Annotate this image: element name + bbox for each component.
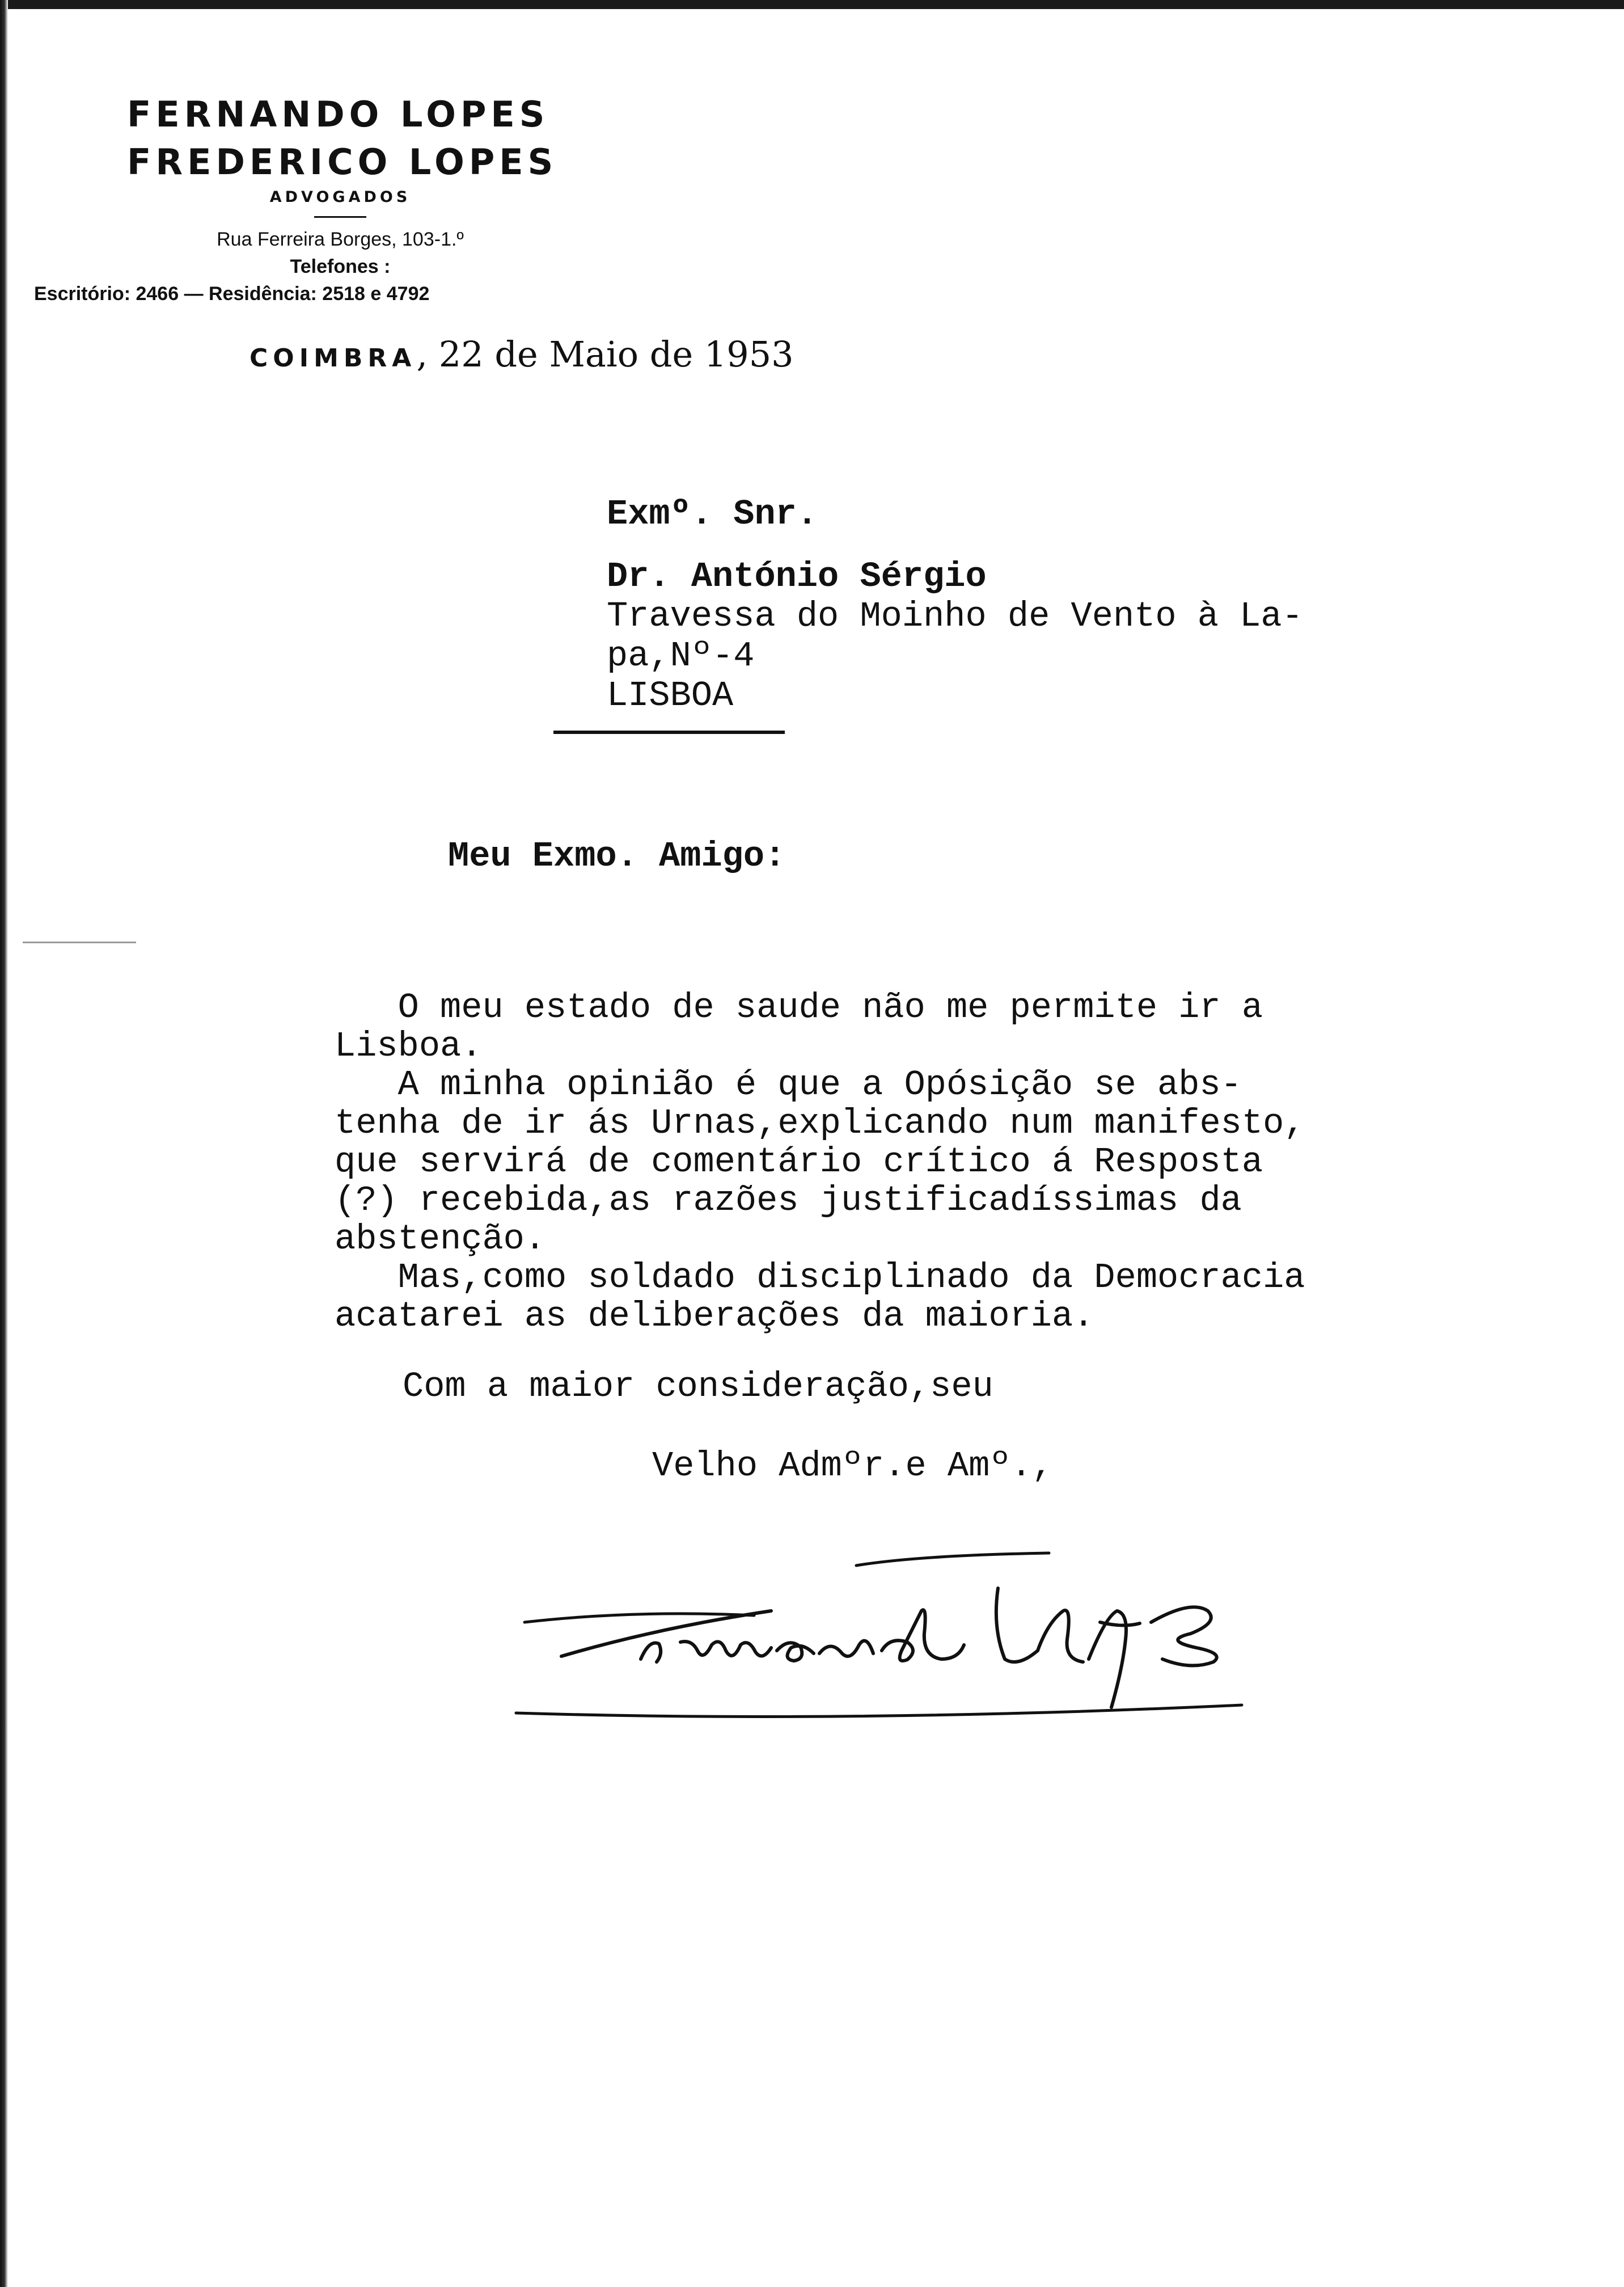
dateline-separator: ,: [416, 334, 439, 375]
addressee-name: Dr. António Sérgio: [607, 556, 987, 597]
dateline: [249, 334, 794, 375]
body-line: tenha de ir ás Urnas,explicando num manifesto,: [335, 1103, 1305, 1144]
body-line: A minha opinião é que a Opósição se abs-: [335, 1065, 1242, 1105]
letterhead-name-2: FREDERICO LOPES: [127, 141, 558, 183]
page-fold-mark: [23, 942, 136, 943]
letterhead-phones-label: Telefones :: [290, 256, 391, 277]
body-line: Lisboa.: [335, 1026, 483, 1066]
body-line: Mas,como soldado disciplinado da Democracia: [335, 1258, 1305, 1298]
addressee-street-2: pa,Nº-4: [607, 636, 755, 676]
addressee-underline: [553, 731, 785, 734]
page-top-edge: [0, 0, 1624, 9]
dateline-city: COIMBRA: [249, 344, 417, 373]
body-line: acatarei as deliberações da maioria.: [335, 1296, 1094, 1336]
body-line: que servirá de comentário crítico á Resposta: [335, 1142, 1263, 1182]
addressee-spacer: [607, 534, 1303, 557]
body-line: abstenção.: [335, 1219, 546, 1259]
closing-line: Com a maior consideração,seu: [403, 1366, 993, 1407]
letterhead-divider: [314, 216, 366, 218]
letterhead-phones: Escritório: 2466 — Residência: 2518 e 4792: [34, 283, 430, 305]
addressee-honorific: Exmº. Snr.: [607, 494, 818, 534]
page-left-edge: [0, 0, 8, 2287]
letter-body: [335, 950, 1305, 1374]
body-line: O meu estado de saude não me permite ir a: [335, 988, 1263, 1028]
body-line: (?) recebida,as razões justificadíssimas da: [335, 1180, 1242, 1221]
letterhead: [34, 91, 590, 307]
handwritten-signature-icon: [510, 1543, 1395, 1730]
salutation: Meu Exmo. Amigo:: [448, 836, 786, 876]
dateline-date: 22 de Maio de 1953: [438, 334, 794, 375]
addressee-block: [607, 495, 1303, 716]
addressee-street-1: Travessa do Moinho de Vento à La-: [607, 596, 1303, 636]
letterhead-address: Rua Ferreira Borges, 103-1.º: [217, 229, 464, 250]
letterhead-profession: ADVOGADOS: [269, 188, 411, 206]
letterhead-name-1: FERNANDO LOPES: [127, 94, 549, 135]
addressee-city: LISBOA: [607, 676, 734, 716]
signoff-line: Velho Admºr.e Amº.,: [652, 1446, 1053, 1486]
